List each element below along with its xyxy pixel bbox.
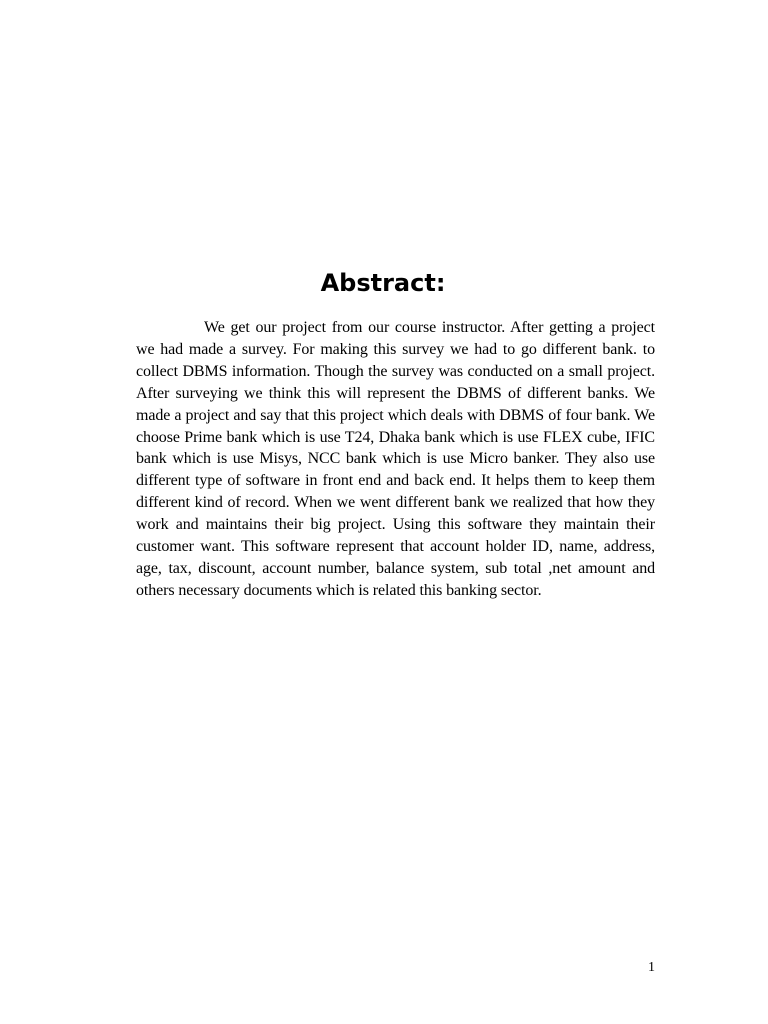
abstract-heading: Abstract: [320,269,446,297]
page-number: 1 [648,960,655,975]
abstract-paragraph: We get our project from our course instructor. After getting a project we had made a survey. For making this survey we had to go different bank. to collect DBMS information. Though the survey was conducted on a small project. After surveying we think this will represent the DBMS of different banks. We made a project and say that this project which deals with DBMS of four bank. We choose Prime bank which is use T24, Dhaka bank which is use FLEX cube, IFIC bank which is use Misys, NCC bank which is use Micro banker. They also use different type of software in front end and back end. It helps them to keep them different kind of record. When we went different bank we realized that how they work and maintains their big project. Using this software they maintain their customer want. This software represent that account holder ID, name, address, age, tax, discount, account number, balance system, sub total ,net amount and others necessary documents which is related this banking sector. [136,319,655,599]
